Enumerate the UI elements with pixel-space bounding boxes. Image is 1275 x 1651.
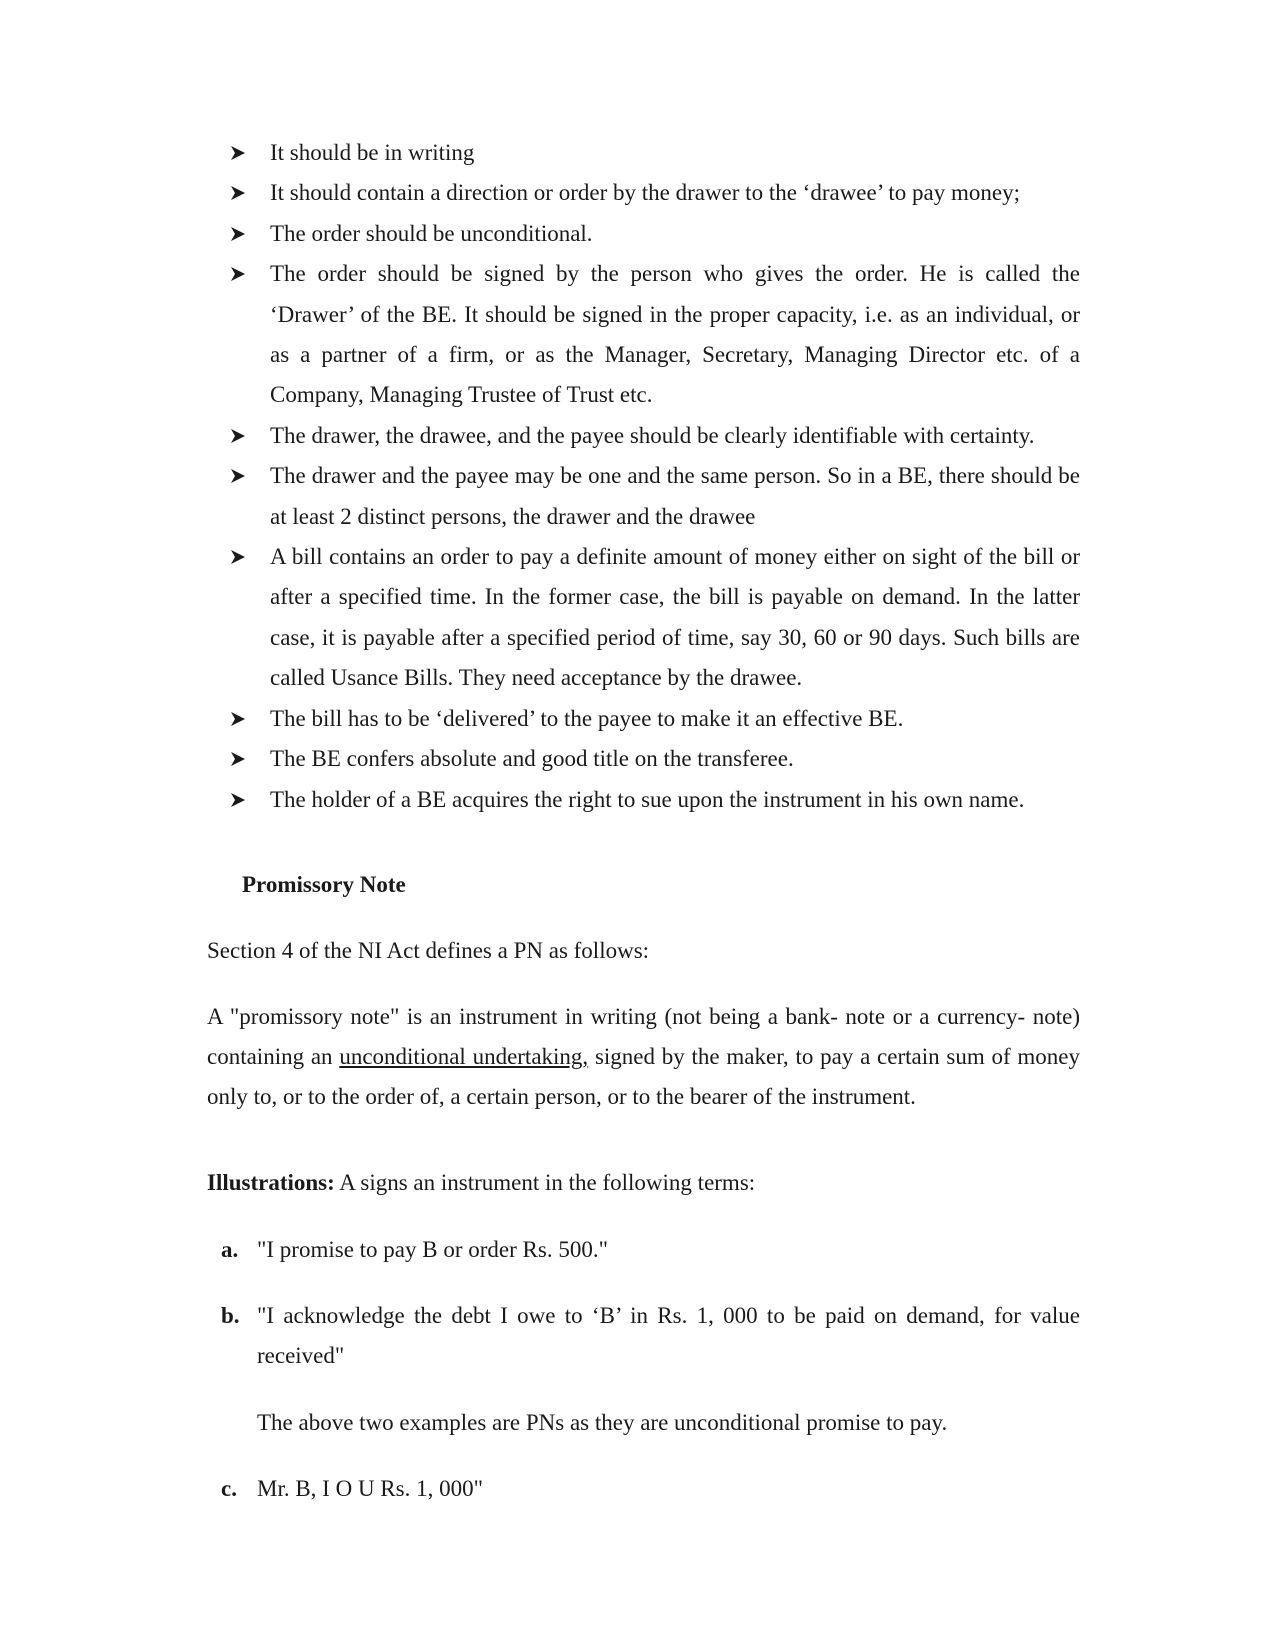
bullet-text: It should contain a direction or order by the drawer to the ‘drawee’ to pay money; — [270, 180, 1021, 206]
example-text: Mr. B, I O U Rs. 1, 000" — [257, 1476, 483, 1501]
bullet-text: A bill contains an order to pay a definite amount of money either on sight of the bill or after a specified time. In the former case, the bill is payable on demand. In the latter case, it is payable after a specified period of time, say 30, 60 or 90 days. Such bills are called Usance Bills. They need acceptance by the drawee. — [270, 544, 1080, 691]
example-label: a. — [221, 1237, 239, 1262]
arrowhead-bullet-icon — [230, 186, 246, 200]
arrowhead-bullet-icon — [230, 469, 246, 483]
list-item — [230, 739, 1080, 779]
arrowhead-bullet-icon — [230, 429, 246, 443]
list-item — [230, 780, 1080, 820]
arrowhead-bullet-icon — [230, 227, 246, 241]
example-text: "I acknowledge the debt I owe to ‘B’ in Rs. 1, 000 to be paid on demand, for value received" — [257, 1303, 1080, 1368]
arrowhead-bullet-icon — [230, 793, 246, 807]
list-item — [230, 456, 1080, 537]
bullet-text: It should be in writing — [270, 140, 475, 165]
section-intro: Section 4 of the NI Act defines a PN as follows: — [207, 938, 650, 963]
example-item — [207, 1296, 1080, 1376]
example-item — [207, 1469, 1080, 1509]
bullet-text: The order should be unconditional. — [270, 220, 593, 246]
list-item — [230, 254, 1080, 416]
bullet-text: The bill has to be ‘delivered’ to the payee to make it an effective BE. — [270, 705, 904, 731]
definition-text-end: signed by the maker, to pay a certain sum of money only to, or to the order of, a certain person, or to the bearer of the instrument. — [207, 1044, 1080, 1109]
arrowhead-bullet-icon — [230, 267, 246, 281]
list-item — [230, 214, 1080, 254]
example-item — [207, 1230, 1080, 1270]
bullet-text: The BE confers absolute and good title on the transferee. — [270, 746, 794, 772]
bullet-text: The drawer, the drawee, and the payee should be clearly identifiable with certainty. — [270, 422, 1035, 448]
definition-underlined-phrase: unconditional undertaking, — [339, 1044, 589, 1069]
bullet-text: The holder of a BE acquires the right to sue upon the instrument in his own name. — [270, 786, 1025, 812]
bullet-text: The drawer and the payee may be one and the same person. So in a BE, there should be at least 2 distinct persons, the drawer and the drawee — [270, 463, 1080, 529]
example-label: b. — [221, 1303, 240, 1328]
arrowhead-bullet-icon — [230, 146, 246, 160]
illustrations-paragraph — [207, 1163, 1080, 1203]
list-item — [230, 173, 1080, 213]
illustrations-text: A signs an instrument in the following terms: — [334, 1170, 756, 1195]
bullet-text: The order should be signed by the person who gives the order. He is called the ‘Drawer’ of the BE. It should be signed in the proper capacity, i.e. as an individual, or as a partner of a firm, or as the Manager, Secretary, Managing Director etc. of a Company, Managing Trustee of Trust etc. — [270, 261, 1080, 408]
list-item — [230, 133, 1080, 173]
arrowhead-bullet-icon — [230, 752, 246, 766]
example-text: "I promise to pay B or order Rs. 500." — [257, 1237, 608, 1262]
arrowhead-bullet-icon — [230, 550, 246, 564]
definition-paragraph — [207, 997, 1080, 1117]
note-text: The above two examples are PNs as they are unconditional promise to pay. — [257, 1410, 948, 1435]
example-label: c. — [221, 1476, 237, 1501]
bill-of-exchange-features-list — [230, 133, 1080, 820]
examples-note — [207, 1403, 1080, 1443]
list-item — [230, 699, 1080, 739]
list-item — [230, 416, 1080, 456]
arrowhead-bullet-icon — [230, 712, 246, 726]
list-item — [230, 537, 1080, 699]
section-heading: Promissory Note — [242, 872, 406, 897]
definition-text-start: A "promissory note" is an instrument in writing (not being a bank- note or a currency- note) containing an — [207, 1004, 1080, 1069]
illustrations-label: Illustrations: — [207, 1170, 335, 1195]
